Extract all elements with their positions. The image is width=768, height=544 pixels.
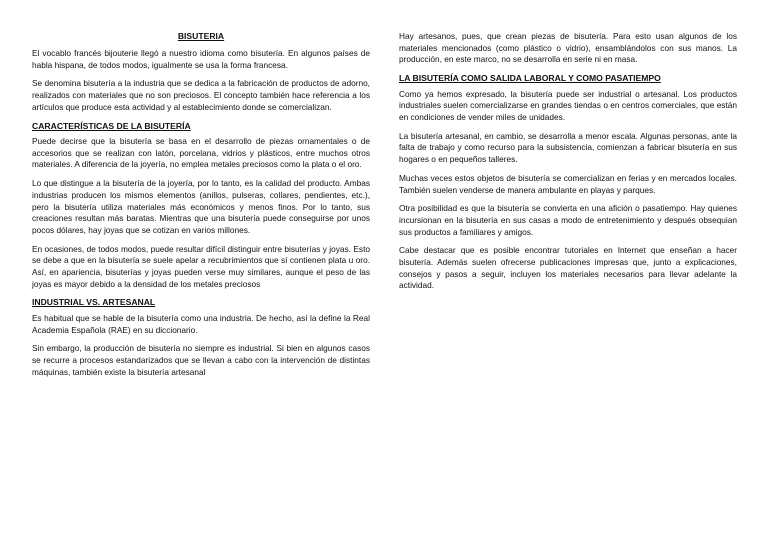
paragraph: Lo que distingue a la bisutería de la joyería, por lo tanto, es la calidad del producto. Ambas industrias producen los mismos elementos (anillos, pulseras, collares, pendientes, etc.), pero la bisutería utiliza materiales más económicos y menos finos. Por lo tanto, sus creaciones resultan más baratas. Mientras que una bisutería puede conseguirse por unos pocos dólares, hay joyas que se cotizan en varios millones. [32,178,370,235]
paragraph: Es habitual que se hable de la bisutería como una industria. De hecho, así la define la Real Academia Española (RAE) en su diccionario. [32,312,370,335]
paragraph: Cabe destacar que es posible encontrar tutoriales en Internet que enseñan a hacer bisutería. Además suelen ofrecerse publicaciones impresas que, junto a explicaciones, consejos y pasos a seguir, incluyen los materiales necesarios para llevar adelante la actividad. [399,245,737,291]
section-heading: CARACTERÍSTICAS DE LA BISUTERÍA [32,120,191,131]
paragraph: En ocasiones, de todos modos, puede resultar difícil distinguir entre bisuterías y joyas. Esto se debe a que en la bisutería se suele apelar a recubrimientos que sí contienen plata u oro. Así, en apariencia, bisuterías y joyas pueden verse muy similares, aunque el peso de las joyas es mayor debido a la densidad de los metales preciosos [32,243,370,289]
paragraph: Muchas veces estos objetos de bisutería se comercializan en ferias y en mercados locales. También suelen venderse de manera ambulante en playas y parques. [399,172,737,195]
paragraph: Hay artesanos, pues, que crean piezas de bisutería. Para esto usan algunos de los materiales mencionados (como plástico o vidrio), ensamblándolos con sus manos. La producción, en este marco, no se desarrolla en serie ni en masa. [399,31,737,65]
right-column [399,31,737,299]
paragraph: Como ya hemos expresado, la bisutería puede ser industrial o artesanal. Los productos industriales suelen comercializarse en grandes tiendas o en centros comerciales, que están en condiciones de vender miles de unidades. [399,88,737,123]
paragraph: Sin embargo, la producción de bisutería no siempre es industrial. Si bien en algunos casos se recurre a procesos estandarizados que se llevan a cabo con la intervención de distintas máquinas, también existe la bisutería artesanal [32,343,370,377]
left-column [32,31,370,385]
paragraph: La bisutería artesanal, en cambio, se desarrolla a menor escala. Algunas personas, ante la falta de trabajo y como recurso para la subsistencia, comienzan a fabricar bisutería en sus hogares o en pequeños talleres. [399,130,737,165]
paragraph: Se denomina bisutería a la industria que se dedica a la fabricación de productos de adorno, realizados con materiales que no son preciosos. El concepto también hace referencia a los artículos que produce esta actividad y al establecimiento donde se comercializan. [32,78,370,112]
document-title: BISUTERIA [177,31,225,41]
paragraph: Puede decirse que la bisutería se basa en el desarrollo de piezas ornamentales o de accesorios que se realizan con latón, porcelana, vidrios y plásticos, entre muchos otros materiales. A diferencia de la joyería, no emplea metales preciosos como la plata o el oro. [32,136,370,170]
section-heading: LA BISUTERÍA COMO SALIDA LABORAL Y COMO PASATIEMPO [399,73,661,84]
section-heading: INDUSTRIAL VS. ARTESANAL [32,297,156,308]
paragraph: Otra posibilidad es que la bisutería se convierta en una afición o pasatiempo. Hay quienes incursionan en la bisutería en sus casas a modo de entretenimiento y después obsequian sus productos a familiares y amigos. [399,203,737,237]
paragraph: El vocablo francés bijouterie llegó a nuestro idioma como bisutería. En algunos países de habla hispana, de todos modos, igualmente se usa la forma francesa. [32,48,370,70]
